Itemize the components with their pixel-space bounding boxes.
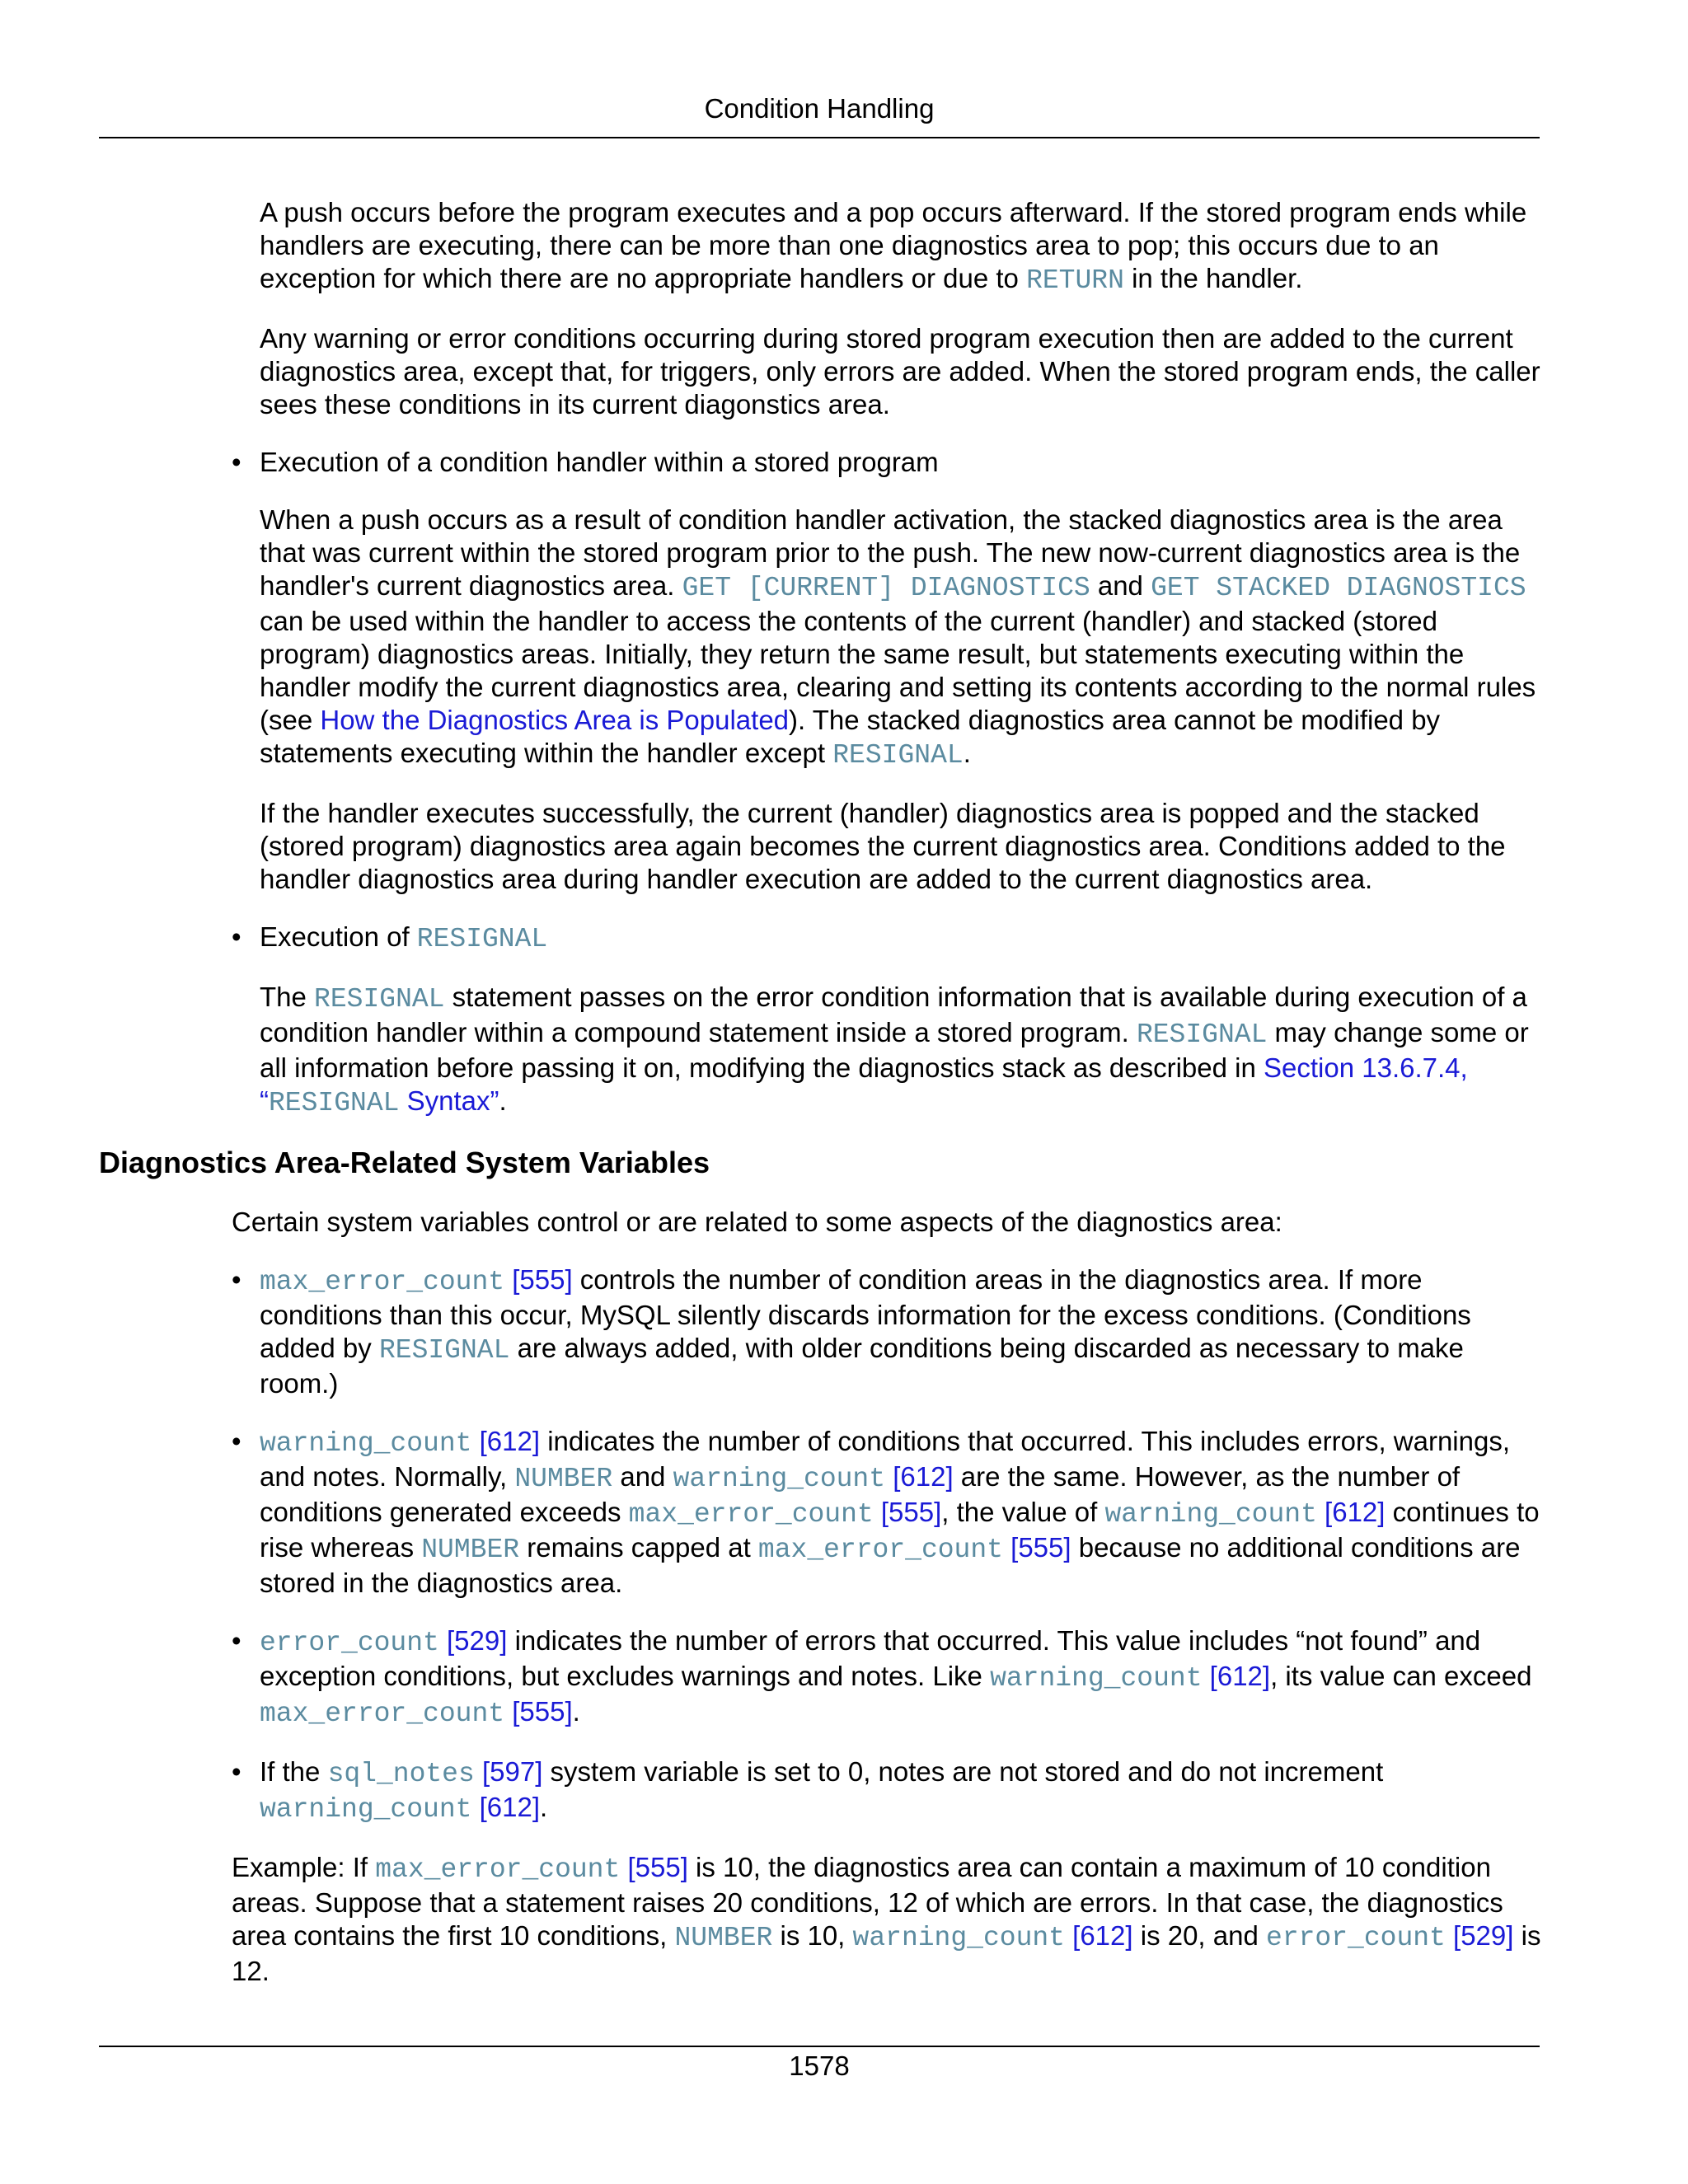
ref-link[interactable]: [529] — [438, 1625, 508, 1656]
code-warning-count: warning_count — [260, 1428, 472, 1459]
page-content — [99, 196, 1543, 1988]
bullet-resignal-title: Execution of RESIGNAL — [260, 921, 548, 954]
code-resignal: RESIGNAL — [1136, 1019, 1268, 1050]
link-diagnostics-area-populated[interactable]: How the Diagnostics Area is Populated — [320, 705, 790, 735]
bullet-resignal — [232, 921, 1543, 956]
code-max-error-count: max_error_count — [757, 1535, 1003, 1565]
code-warning-count: warning_count — [260, 1794, 472, 1825]
section-intro: Certain system variables control or are related to some aspects of the diagnostics area: — [232, 1207, 1282, 1237]
bullet-dot: • — [232, 1625, 241, 1656]
section-heading: Diagnostics Area-Related System Variables — [99, 1146, 710, 1179]
ref-link[interactable]: [555] — [504, 1696, 573, 1727]
code-warning-count: warning_count — [852, 1923, 1065, 1953]
ref-link[interactable]: [612] — [1064, 1920, 1133, 1951]
bullet-dot: • — [232, 921, 241, 952]
ref-link[interactable]: [612] — [471, 1426, 541, 1456]
code-get-stacked-diagnostics: GET STACKED DIAGNOSTICS — [1151, 573, 1526, 603]
ref-link[interactable]: [612] — [471, 1792, 541, 1822]
footer-rule — [99, 2046, 1540, 2047]
bullet-condition-handler-title: Execution of a condition handler within a stored program — [260, 447, 939, 477]
intro-paragraph-1: A push occurs before the program executes and a pop occurs afterward. If the stored program ends while handlers are executing, there can be more than one diagnostics area to pop; this occurs due to an exception for which there are no appropriate handlers or due to RETURN in the handler. — [260, 197, 1527, 296]
code-max-error-count: max_error_count — [628, 1499, 874, 1530]
ref-link[interactable]: [555] — [873, 1497, 942, 1527]
ref-link[interactable]: [597] — [474, 1756, 543, 1787]
bullet-dot: • — [232, 447, 241, 477]
code-number: NUMBER — [421, 1535, 520, 1565]
page-number: 1578 — [789, 2050, 850, 2081]
header-rule — [99, 137, 1540, 138]
bullet-dot: • — [232, 1426, 241, 1456]
code-max-error-count: max_error_count — [260, 1267, 505, 1297]
example-paragraph: Example: If max_error_count [555] is 10, the diagnostics area can contain a maximum of 10 condition areas. Suppose that a statement raises 20 conditions, 12 of which are errors. In that case, the diagnostics area contains the first 10 conditions, NUMBER is 10, warning_count [612] is 20, and error_count [529] is 12. — [232, 1852, 1541, 1986]
code-error-count: error_count — [260, 1628, 439, 1658]
code-resignal: RESIGNAL — [378, 1335, 510, 1366]
bullet-warning-count: • warning_count [612] indicates the number of conditions that occurred. This includes errors, warnings, and notes. Normally, NUMBER and warning_count [612] are the same. However, as the number of conditions generated exceeds max_error_count [555], the value of warning_count [612] continues to rise whereas NUMBER remains capped at max_error_count [555] because no additional conditions are stored in the diagnostics area. — [232, 1426, 1540, 1598]
code-return: RETURN — [1026, 265, 1124, 296]
code-get-current-diagnostics: GET [CURRENT] DIAGNOSTICS — [682, 573, 1090, 603]
code-error-count: error_count — [1266, 1923, 1446, 1953]
bullet-dot: • — [232, 1264, 241, 1295]
bullet-max-error-count: • max_error_count [555] controls the number of condition areas in the diagnostics area. If more conditions than this occur, MySQL silently discards information for the excess conditions. (Conditions added by RESIGNAL are always added, with older conditions being discarded as necessary to make room.) — [232, 1264, 1471, 1399]
ref-link[interactable]: [612] — [1202, 1661, 1271, 1691]
handler-paragraph-2: If the handler executes successfully, the current (handler) diagnostics area is popped and the stacked (stored program) diagnostics area again becomes the current diagnostics area. Conditions added to the handler diagnostics area during handler execution are added to the current diagnostics area. — [260, 798, 1506, 894]
code-resignal: RESIGNAL — [416, 924, 548, 954]
code-warning-count: warning_count — [673, 1464, 886, 1494]
ref-link[interactable]: [529] — [1445, 1920, 1514, 1951]
ref-link[interactable]: [612] — [1316, 1497, 1386, 1527]
ref-link[interactable]: [555] — [504, 1264, 573, 1295]
code-resignal: RESIGNAL — [269, 1088, 400, 1118]
code-warning-count: warning_count — [1104, 1499, 1317, 1530]
code-sql-notes: sql_notes — [327, 1759, 475, 1789]
code-warning-count: warning_count — [990, 1663, 1203, 1694]
code-max-error-count: max_error_count — [375, 1854, 621, 1885]
code-resignal: RESIGNAL — [832, 740, 964, 771]
page-header-title: Condition Handling — [704, 93, 935, 124]
bullet-condition-handler — [232, 446, 1543, 479]
ref-link[interactable]: [555] — [620, 1852, 688, 1882]
code-number: NUMBER — [674, 1923, 773, 1953]
bullet-sql-notes: • If the sql_notes [597] system variable is set to 0, notes are not stored and do not increment warning_count [612]. — [232, 1756, 1384, 1825]
code-number: NUMBER — [514, 1464, 613, 1494]
code-max-error-count: max_error_count — [260, 1699, 505, 1729]
code-resignal: RESIGNAL — [314, 984, 445, 1015]
link-resignal-syntax[interactable]: Section 13.6.7.4, “RESIGNAL Syntax” — [260, 1052, 1468, 1118]
handler-paragraph-1: When a push occurs as a result of condition handler activation, the stacked diagnostics area is the area that was current within the stored program prior to the push. The new now-current diagnostics area is the handler's current diagnostics area. GET [CURRENT] DIAGNOSTICS and GET STACKED DIAGNOSTICS can be used within the handler to access the contents of the current (handler) and stacked (stored program) diagnostics areas. Initially, they return the same result, but statements executing within the handler modify the current diagnostics area, clearing and setting its contents according to the normal rules (see How the Diagnostics Area is Populated). The stacked diagnostics area cannot be modified by statements executing within the handler except RESIGNAL. — [260, 504, 1536, 771]
intro-paragraph-2: Any warning or error conditions occurring during stored program execution then are added to the current diagnostics area, except that, for triggers, only errors are added. When the stored program ends, the caller sees these conditions in its current diagonstics area. — [260, 323, 1540, 419]
bullet-error-count: • error_count [529] indicates the number of errors that occurred. This value includes “not found” and exception conditions, but excludes warnings and notes. Like warning_count [612], its value can exceed max_error_count [555]. — [232, 1625, 1532, 1729]
bullet-dot: • — [232, 1756, 241, 1787]
resignal-paragraph: The RESIGNAL statement passes on the error condition information that is available during execution of a condition handler within a compound statement inside a stored program. RESIGNAL may change some or all information before passing it on, modifying the diagnostics stack as described in Section 13.6.7.4, “RESIGNAL Syntax”. — [260, 982, 1529, 1118]
ref-link[interactable]: [612] — [885, 1461, 954, 1492]
ref-link[interactable]: [555] — [1002, 1532, 1071, 1563]
